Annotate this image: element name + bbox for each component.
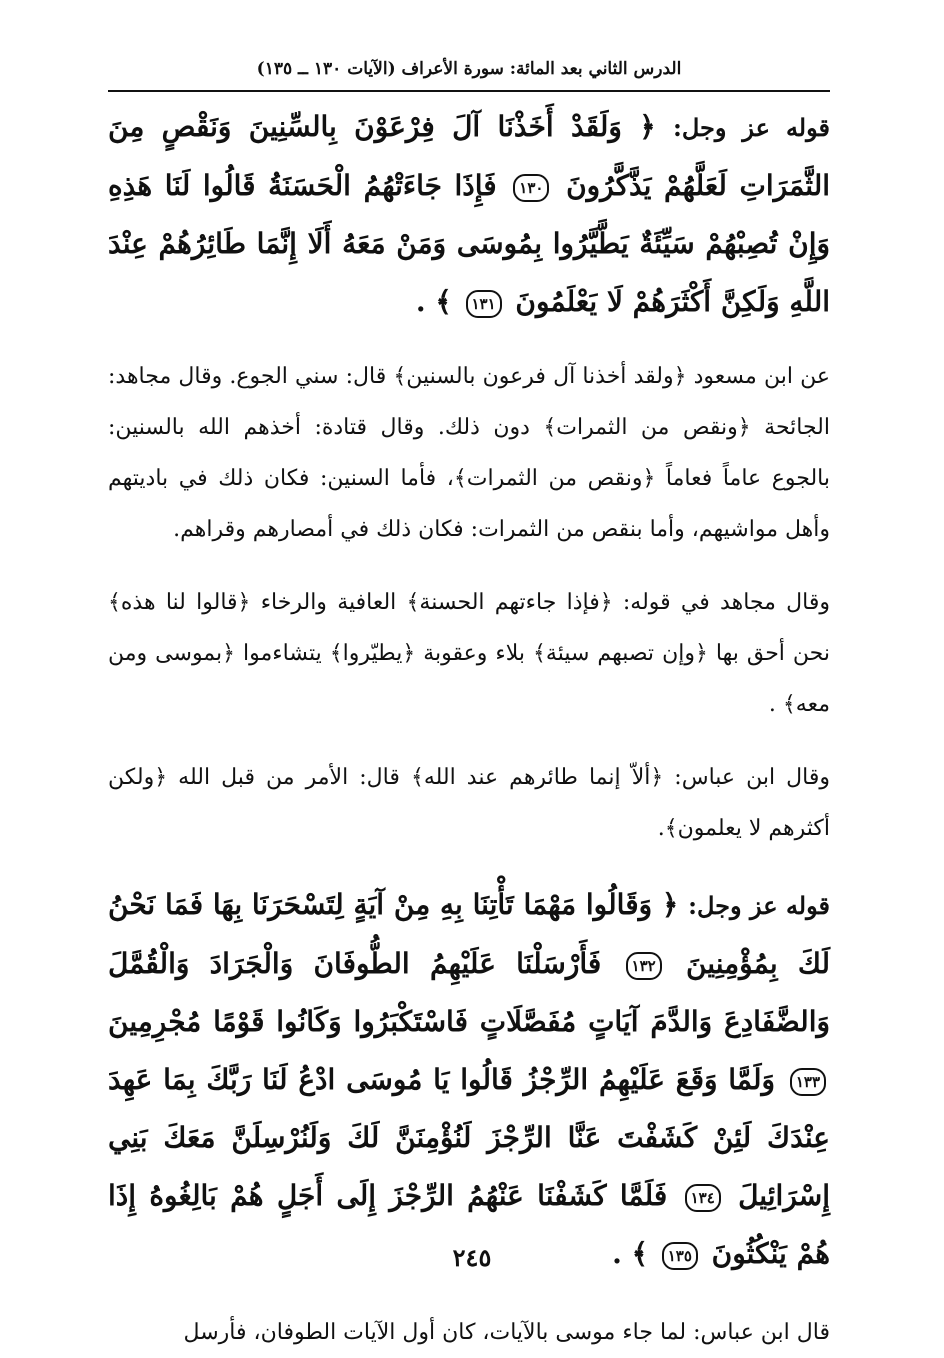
commentary-paragraph-2: وقال مجاهد في قوله: ﴿فإذا جاءتهم الحسنة﴾ العافية والرخاء ﴿قالوا لنا هذه﴾ نحن أحق بها ﴿وإن تصبهم سيئة﴾ بلاء وعقوبة ﴿يطيّروا﴾ يتشاءموا ﴿بموسى ومن معه﴾ .: [108, 590, 830, 717]
verse-text-131: فَإِذَا جَاءَتْهُمُ الْحَسَنَةُ قَالُوا لَنَا هَذِهِ وَإِنْ تُصِبْهُمْ سَيِّئَةٌ يَطَّيَّرُوا بِمُوسَى وَمَنْ مَعَهُ أَلَا إِنَّمَا طَائِرُهُمْ عِنْدَ اللَّهِ وَلَكِنَّ أَكْثَرَهُمْ لَا يَعْلَمُونَ: [108, 169, 830, 318]
verse-intro-1: قوله عز وجل:: [673, 113, 830, 142]
quran-verse-block-1: [108, 98, 830, 331]
ayah-number-marker: ١٣٣: [790, 1068, 826, 1096]
commentary-paragraph-3: وقال ابن عباس: ﴿ألاّ إنما طائرهم عند الله﴾ قال: الأمر من قبل الله ﴿ولكن أكثرهم لا يعلمون﴾.: [108, 765, 830, 841]
ayah-number-marker: ١٣٥: [662, 1242, 698, 1270]
ayah-number-marker: ١٣١: [466, 290, 502, 318]
verse-text-135: فَلَمَّا كَشَفْنَا عَنْهُمُ الرِّجْزَ إِلَى أَجَلٍ هُمْ بَالِغُوهُ إِذَا هُمْ يَنْكُثُونَ: [108, 1179, 830, 1270]
verse-intro-2: قوله عز وجل:: [688, 891, 830, 920]
commentary-paragraph-4: قال ابن عباس: لما جاء موسى بالآيات، كان أول الآيات الطوفان، فأرسل: [183, 1320, 830, 1345]
running-header: الدرس الثاني بعد المائة: سورة الأعراف (الآيات ١٣٠ ــ ١٣٥): [256, 59, 682, 79]
verse-text-130: ﴿ وَلَقَدْ أَخَذْنَا آلَ فِرْعَوْنَ بِالسِّنِينَ وَنَقْصٍ مِنَ الثَّمَرَاتِ لَعَلَّهُمْ يَذَّكَّرُونَ: [108, 110, 831, 202]
page-number: ٢٤٥: [452, 1243, 492, 1272]
verse-close: ﴾ .: [612, 1237, 648, 1270]
page-body: [108, 98, 830, 1358]
verse-text-132: ﴿ وَقَالُوا مَهْمَا تَأْتِنَا بِهِ مِنْ آيَةٍ لِتَسْحَرَنَا بِهَا فَمَا نَحْنُ لَكَ بِمُؤْمِنِينَ: [108, 888, 830, 980]
quran-verse-block-2: [108, 876, 830, 1283]
commentary-paragraph-1: عن ابن مسعود ﴿ولقد أخذنا آل فرعون بالسنين﴾ قال: سني الجوع. وقال مجاهد: الجائحة ﴿ونقص من الثمرات﴾ دون ذلك. وقال قتادة: أخذهم الله بالسنين: بالجوع عاماً فعاماً ﴿ونقص من الثمرات﴾، فأما السنين: فكان ذلك في باديتهم وأهل مواشيهم، وأما بنقص من الثمرات: فكان ذلك في أمصارهم وقراهم.: [108, 364, 830, 542]
header-rule: [108, 90, 830, 92]
verse-text-134: وَلَمَّا وَقَعَ عَلَيْهِمُ الرِّجْزُ قَالُوا يَا مُوسَى ادْعُ لَنَا رَبَّكَ بِمَا عَهِدَ عِنْدَكَ لَئِنْ كَشَفْتَ عَنَّا الرِّجْزَ لَنُؤْمِنَنَّ لَكَ وَلَنُرْسِلَنَّ مَعَكَ بَنِي إِسْرَائِيلَ: [108, 1063, 831, 1212]
verse-text-133: فَأَرْسَلْنَا عَلَيْهِمُ الطُّوفَانَ وَالْجَرَادَ وَالْقُمَّلَ وَالضَّفَادِعَ وَالدَّمَ آيَاتٍ مُفَصَّلَاتٍ فَاسْتَكْبَرُوا وَكَانُوا قَوْمًا مُجْرِمِينَ: [108, 947, 830, 1038]
verse-close: ﴾ .: [415, 285, 452, 318]
ayah-number-marker: ١٣٢: [626, 952, 662, 980]
ayah-number-marker: ١٣٤: [685, 1184, 721, 1212]
ayah-number-marker: ١٣٠: [513, 174, 549, 202]
